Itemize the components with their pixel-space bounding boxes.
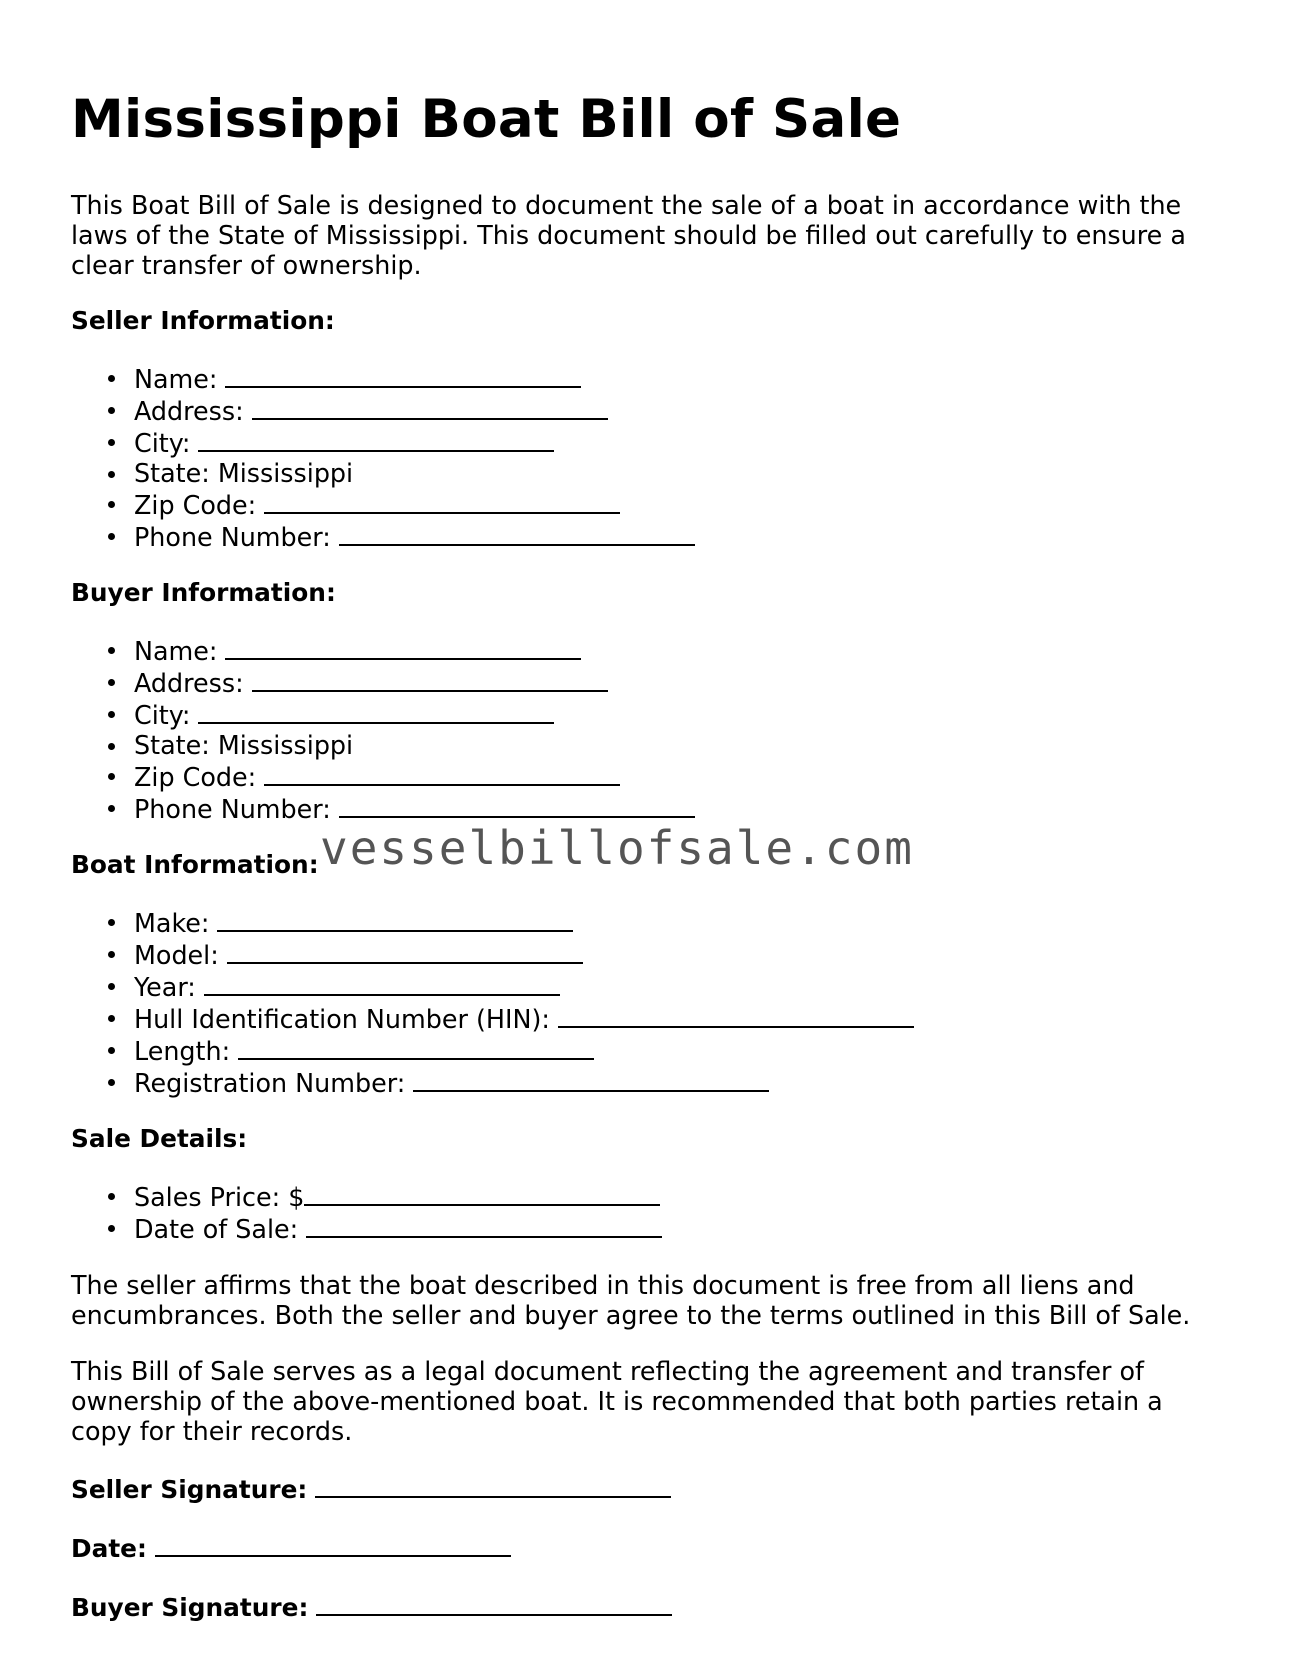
boat-registration-blank[interactable]	[413, 1066, 769, 1092]
sale-price-field: Sales Price: $	[71, 1180, 1231, 1212]
document-title: Mississippi Boat Bill of Sale	[71, 89, 902, 150]
boat-length-blank[interactable]	[238, 1034, 594, 1060]
seller-zip-blank[interactable]	[264, 488, 620, 514]
sale-heading: Sale Details:	[71, 1124, 248, 1153]
buyer-address-blank[interactable]	[252, 666, 608, 692]
boat-hin-blank[interactable]	[558, 1002, 914, 1028]
boat-fields	[71, 906, 1231, 1098]
boat-model-field: Model:	[71, 938, 1231, 970]
boat-length-field: Length:	[71, 1034, 1231, 1066]
buyer-signature-line: Buyer Signature:	[71, 1590, 1231, 1623]
boat-heading: Boat Information:	[71, 850, 319, 879]
buyer-address-field: Address:	[71, 666, 1231, 698]
signature-date-line: Date:	[71, 1531, 1231, 1564]
buyer-zip-field: Zip Code:	[71, 760, 1231, 792]
seller-signature-line: Seller Signature:	[71, 1472, 1231, 1505]
sale-fields	[71, 1180, 1231, 1244]
buyer-phone-field: Phone Number:	[71, 792, 1231, 824]
seller-address-blank[interactable]	[252, 394, 608, 420]
boat-make-field: Make:	[71, 906, 1231, 938]
seller-city-field: City:	[71, 426, 1231, 458]
boat-hin-field: Hull Identification Number (HIN):	[71, 1002, 1231, 1034]
buyer-name-blank[interactable]	[225, 634, 581, 660]
buyer-name-field: Name:	[71, 634, 1231, 666]
sale-price-blank[interactable]	[304, 1180, 660, 1206]
seller-phone-blank[interactable]	[339, 520, 695, 546]
seller-zip-field: Zip Code:	[71, 488, 1231, 520]
buyer-city-blank[interactable]	[198, 698, 554, 724]
affirmation-paragraph: The seller affirms that the boat described in this document is free from all liens and encumbrances. Both the seller and buyer agree to the terms outlined in this Bill of Sale.	[71, 1270, 1191, 1330]
seller-city-blank[interactable]	[198, 426, 554, 452]
buyer-city-field: City:	[71, 698, 1231, 730]
boat-make-blank[interactable]	[217, 906, 573, 932]
buyer-fields	[71, 634, 1231, 824]
buyer-zip-blank[interactable]	[264, 760, 620, 786]
seller-fields	[71, 362, 1231, 552]
seller-name-blank[interactable]	[225, 362, 581, 388]
sale-date-blank[interactable]	[306, 1212, 662, 1238]
intro-paragraph: This Boat Bill of Sale is designed to document the sale of a boat in accordance with the laws of the State of Mississippi. This document should be filled out carefully to ensure a clear transfer of ownership.	[71, 190, 1186, 280]
buyer-signature-blank[interactable]	[316, 1590, 672, 1616]
buyer-state-field: State: Mississippi	[71, 730, 1231, 760]
seller-heading: Seller Information:	[71, 306, 335, 335]
buyer-heading: Buyer Information:	[71, 578, 336, 607]
seller-phone-field: Phone Number:	[71, 520, 1231, 552]
boat-year-blank[interactable]	[204, 970, 560, 996]
seller-signature-blank[interactable]	[315, 1472, 671, 1498]
watermark-text: vesselbillofsale.com	[320, 821, 914, 875]
seller-state-field: State: Mississippi	[71, 458, 1231, 488]
boat-model-blank[interactable]	[227, 938, 583, 964]
seller-name-field: Name:	[71, 362, 1231, 394]
signature-date-blank[interactable]	[155, 1531, 511, 1557]
legal-note-paragraph: This Bill of Sale serves as a legal document reflecting the agreement and transfer of ownership of the above-mentioned boat. It is recommended that both parties retain a copy for their records.	[71, 1356, 1163, 1446]
sale-date-field: Date of Sale:	[71, 1212, 1231, 1244]
buyer-phone-blank[interactable]	[339, 792, 695, 818]
seller-address-field: Address:	[71, 394, 1231, 426]
boat-registration-field: Registration Number:	[71, 1066, 1231, 1098]
boat-year-field: Year:	[71, 970, 1231, 1002]
